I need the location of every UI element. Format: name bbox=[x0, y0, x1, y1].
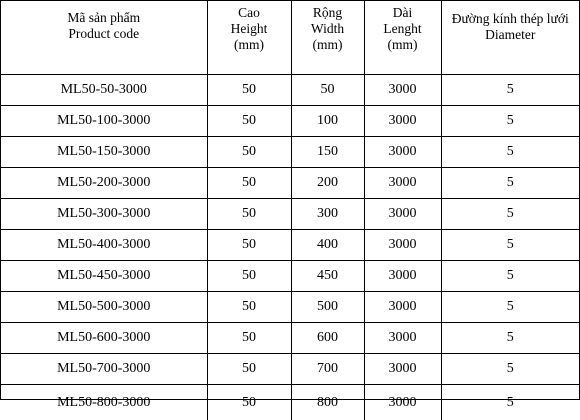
cell-width: 400 bbox=[291, 230, 364, 261]
header-length bbox=[364, 1, 441, 75]
header-height-unit: (mm) bbox=[208, 37, 291, 53]
cell-width: 500 bbox=[291, 292, 364, 323]
cell-width: 200 bbox=[291, 168, 364, 199]
cell-height: 50 bbox=[207, 230, 291, 261]
cell-diameter: 5 bbox=[441, 168, 579, 199]
cell-diameter: 5 bbox=[441, 261, 579, 292]
header-product-code-vi: Mã sản phẩm bbox=[1, 10, 207, 26]
cell-height: 50 bbox=[207, 323, 291, 354]
cell-code: ML50-600-3000 bbox=[1, 323, 207, 354]
table-row bbox=[1, 385, 579, 420]
cell-width: 100 bbox=[291, 106, 364, 137]
cell-length: 3000 bbox=[364, 75, 441, 106]
table-row bbox=[1, 199, 579, 230]
cell-code: ML50-700-3000 bbox=[1, 354, 207, 385]
cell-diameter: 5 bbox=[441, 75, 579, 106]
header-length-en: Lenght bbox=[365, 21, 441, 37]
cell-length: 3000 bbox=[364, 137, 441, 168]
cell-width: 300 bbox=[291, 199, 364, 230]
header-width bbox=[291, 1, 364, 75]
cell-diameter: 5 bbox=[441, 323, 579, 354]
header-width-unit: (mm) bbox=[292, 37, 364, 53]
cell-height: 50 bbox=[207, 292, 291, 323]
cell-height: 50 bbox=[207, 354, 291, 385]
cell-diameter: 5 bbox=[441, 354, 579, 385]
cell-code: ML50-500-3000 bbox=[1, 292, 207, 323]
header-length-vi: Dài bbox=[365, 5, 441, 21]
cell-width: 600 bbox=[291, 323, 364, 354]
cell-code: ML50-50-3000 bbox=[1, 75, 207, 106]
cell-code: ML50-400-3000 bbox=[1, 230, 207, 261]
cell-length: 3000 bbox=[364, 323, 441, 354]
header-width-en: Width bbox=[292, 21, 364, 37]
cell-height: 50 bbox=[207, 168, 291, 199]
cell-length: 3000 bbox=[364, 199, 441, 230]
cell-code: ML50-200-3000 bbox=[1, 168, 207, 199]
cell-code: ML50-450-3000 bbox=[1, 261, 207, 292]
cell-length: 3000 bbox=[364, 261, 441, 292]
header-length-unit: (mm) bbox=[365, 37, 441, 53]
cell-code: ML50-800-3000 bbox=[1, 385, 207, 420]
cell-width: 150 bbox=[291, 137, 364, 168]
cell-length: 3000 bbox=[364, 106, 441, 137]
table-row bbox=[1, 323, 579, 354]
cell-diameter: 5 bbox=[441, 230, 579, 261]
cell-code: ML50-300-3000 bbox=[1, 199, 207, 230]
cell-height: 50 bbox=[207, 75, 291, 106]
header-diameter-vi: Đường kính thép lưới bbox=[442, 11, 580, 27]
header-height-en: Height bbox=[208, 21, 291, 37]
cell-length: 3000 bbox=[364, 385, 441, 420]
cell-length: 3000 bbox=[364, 168, 441, 199]
header-width-vi: Rộng bbox=[292, 5, 364, 21]
cell-diameter: 5 bbox=[441, 137, 579, 168]
cell-height: 50 bbox=[207, 199, 291, 230]
header-diameter bbox=[441, 1, 579, 75]
table-row bbox=[1, 137, 579, 168]
cell-width: 800 bbox=[291, 385, 364, 420]
table-row bbox=[1, 75, 579, 106]
table-row bbox=[1, 106, 579, 137]
cell-diameter: 5 bbox=[441, 385, 579, 420]
cell-length: 3000 bbox=[364, 354, 441, 385]
cell-code: ML50-100-3000 bbox=[1, 106, 207, 137]
cell-diameter: 5 bbox=[441, 292, 579, 323]
cell-length: 3000 bbox=[364, 292, 441, 323]
table-row bbox=[1, 292, 579, 323]
table-body bbox=[1, 75, 579, 420]
header-row bbox=[1, 1, 579, 75]
cell-height: 50 bbox=[207, 385, 291, 420]
cell-height: 50 bbox=[207, 106, 291, 137]
cell-height: 50 bbox=[207, 261, 291, 292]
cell-height: 50 bbox=[207, 137, 291, 168]
header-height-vi: Cao bbox=[208, 5, 291, 21]
cell-code: ML50-150-3000 bbox=[1, 137, 207, 168]
cell-length: 3000 bbox=[364, 230, 441, 261]
table-row bbox=[1, 168, 579, 199]
table-row bbox=[1, 230, 579, 261]
header-product-code-en: Product code bbox=[1, 26, 207, 42]
cell-width: 50 bbox=[291, 75, 364, 106]
cell-width: 700 bbox=[291, 354, 364, 385]
cell-diameter: 5 bbox=[441, 199, 579, 230]
header-product-code bbox=[1, 1, 207, 75]
cell-width: 450 bbox=[291, 261, 364, 292]
table-header bbox=[1, 1, 579, 75]
table-row bbox=[1, 261, 579, 292]
product-spec-table bbox=[1, 1, 579, 420]
header-diameter-en: Diameter bbox=[442, 27, 580, 43]
table-row bbox=[1, 354, 579, 385]
cell-diameter: 5 bbox=[441, 106, 579, 137]
header-height bbox=[207, 1, 291, 75]
